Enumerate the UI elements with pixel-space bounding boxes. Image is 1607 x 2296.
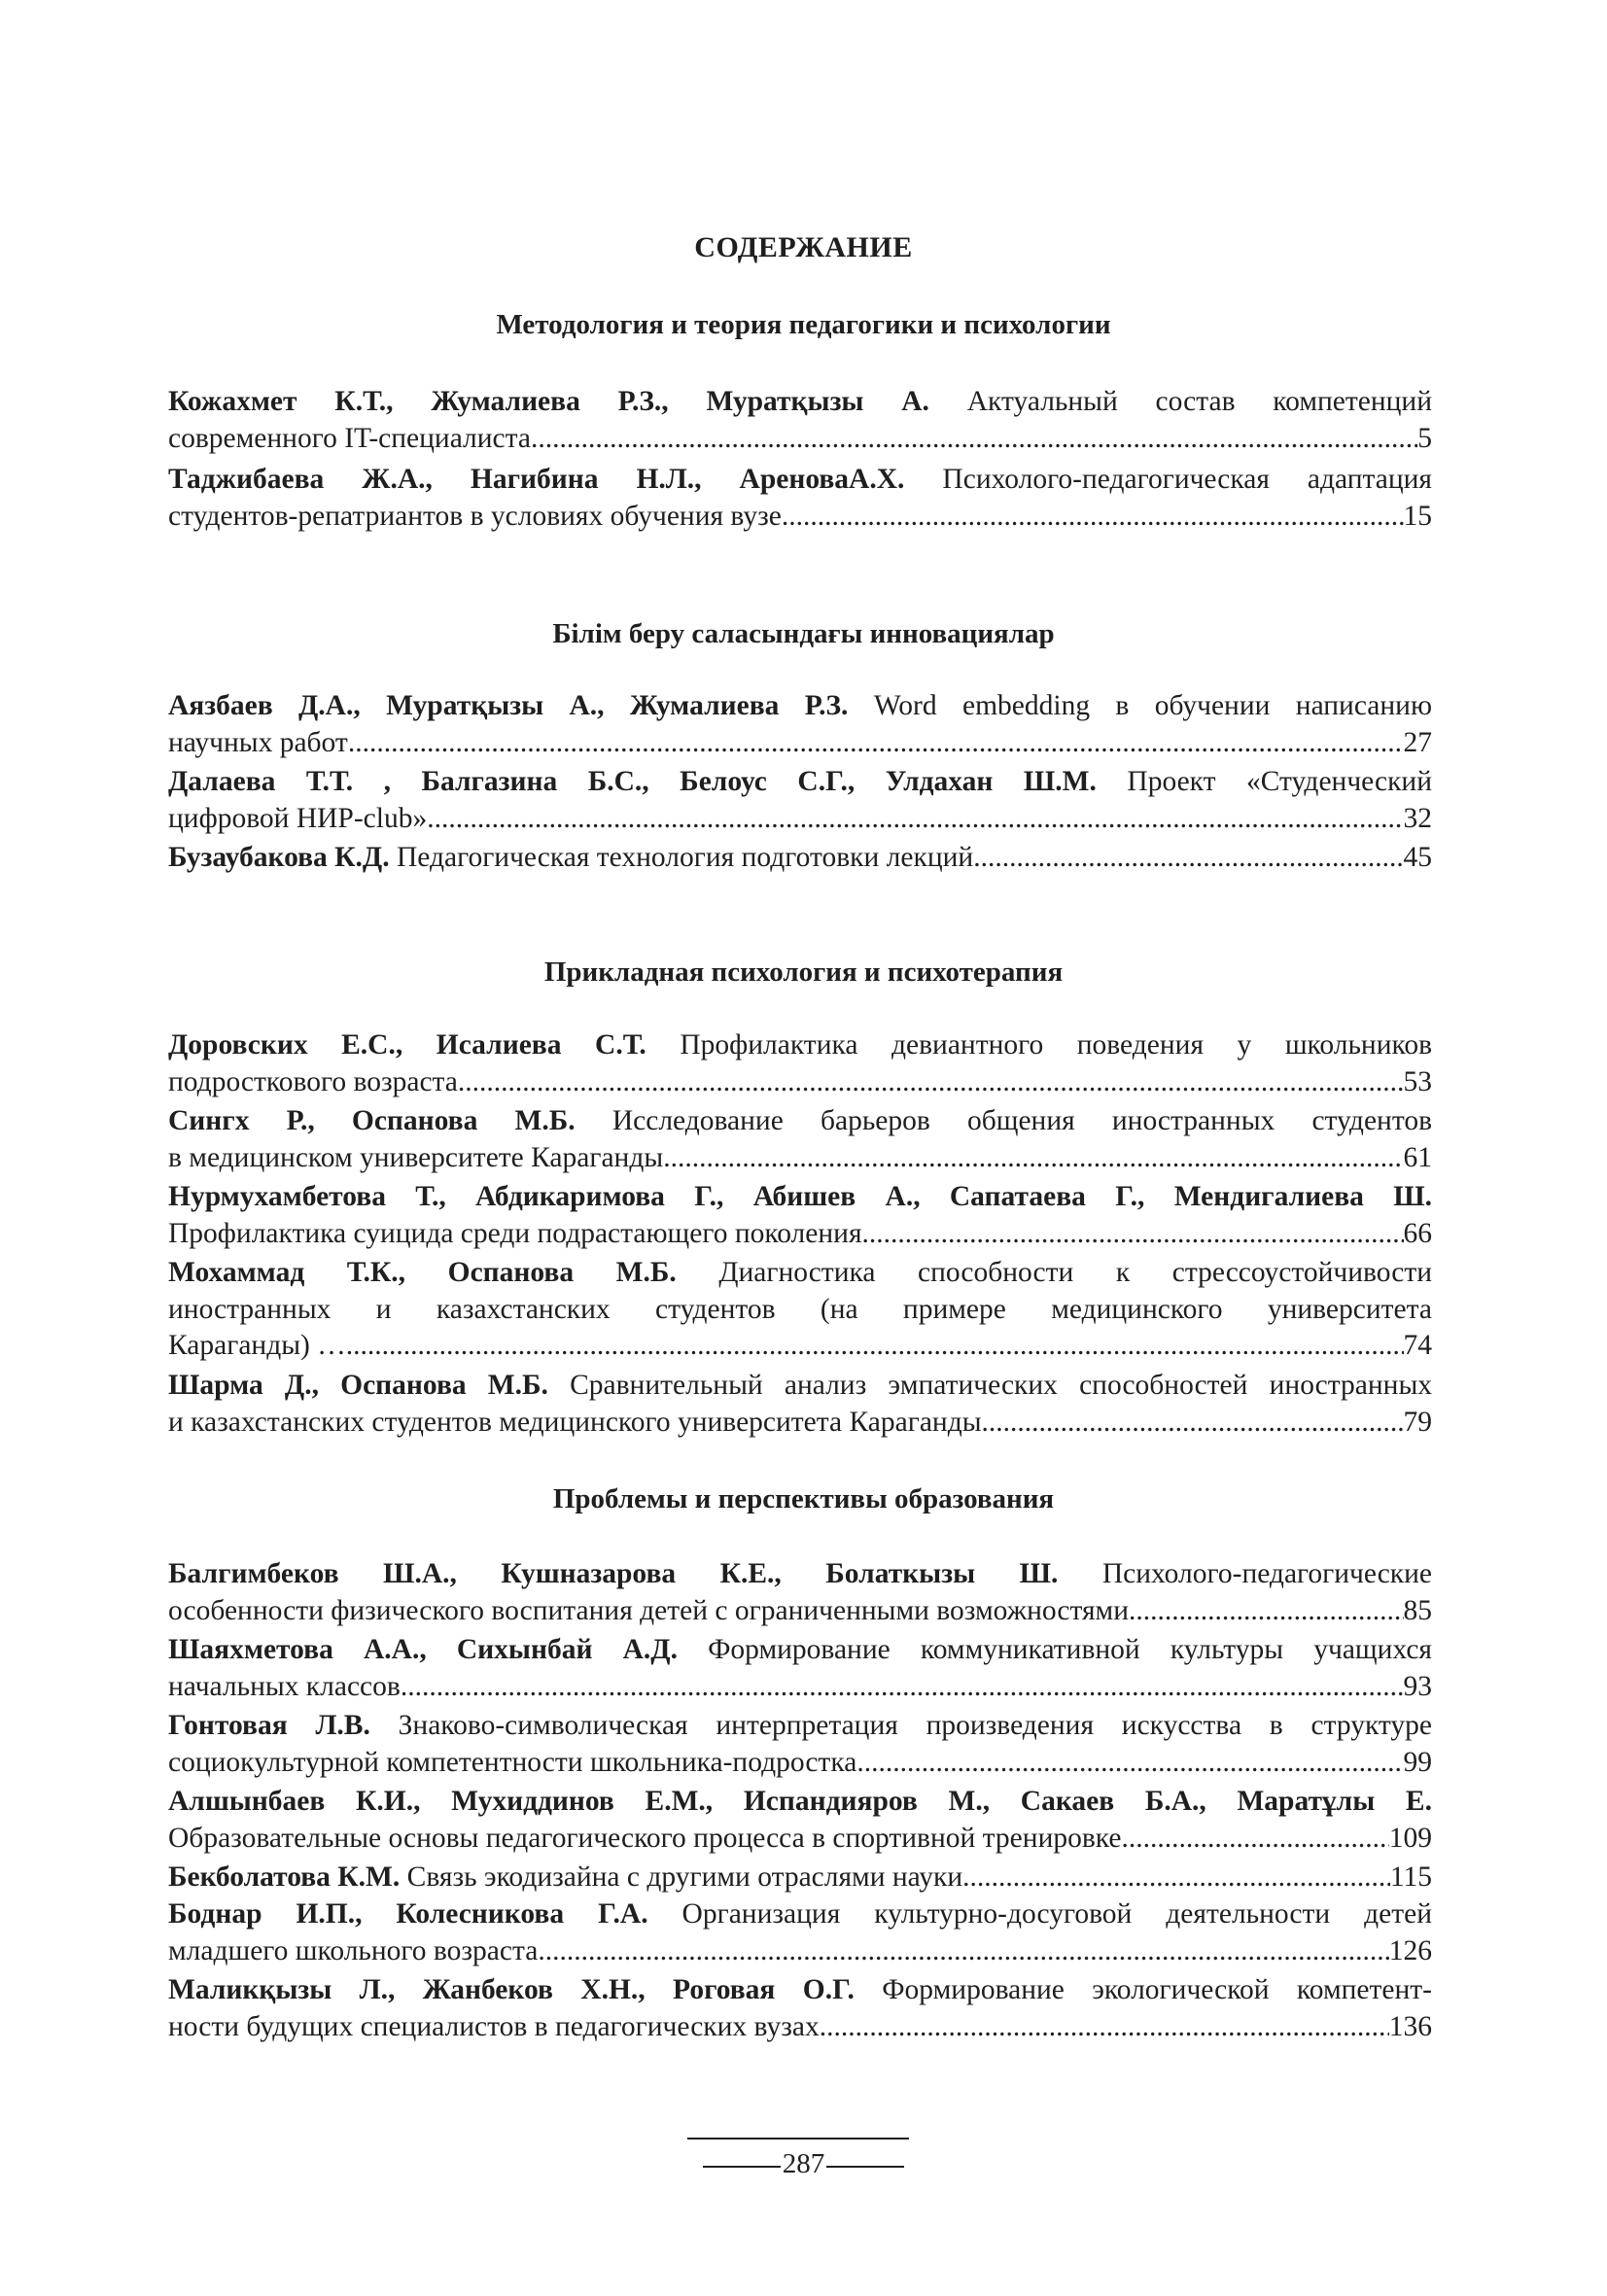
entry-page: 45 [1403, 842, 1432, 873]
entry-page: 136 [1388, 2010, 1432, 2042]
toc-entry[interactable] [168, 1103, 1432, 1176]
leader-dots [401, 1669, 1404, 1706]
toc-entry[interactable] [168, 840, 1432, 877]
entry-title-cont: начальных классов [168, 1670, 401, 1702]
entry-title: Диагностика способности к стрессоустойчивости [718, 1257, 1432, 1288]
toc-entry[interactable] [168, 1027, 1432, 1100]
entry-title-cont: социокультурной компетентности школьника-подростка [168, 1746, 857, 1778]
toc-entry[interactable] [168, 1972, 1432, 2045]
entry-title-cont: в медицинском университете Караганды [168, 1141, 664, 1173]
entry-page: 61 [1403, 1141, 1432, 1173]
toc-entry[interactable] [168, 1708, 1432, 1781]
entry-page: 32 [1403, 802, 1432, 834]
toc-entry[interactable] [168, 688, 1432, 761]
entry-page: 79 [1403, 1406, 1432, 1438]
entry-title: Word embedding в обучении написанию [873, 690, 1432, 721]
entry-title-cont: подросткового возраста [168, 1065, 458, 1097]
entry-title: Актуальный состав компетенций [966, 386, 1432, 417]
toc-title: СОДЕРЖАНИЕ [694, 231, 913, 263]
entry-title: Исследование барьеров общения иностранных студентов [611, 1105, 1432, 1136]
entry-authors: Нурмухамбетова Т., Абдикаримова Г., Абишев А., Сапатаева Г., Мендигалиева Ш. [168, 1181, 1432, 1212]
entry-authors: Кожахмет К.Т., Жумалиева Р.З., Муратқызы А. [168, 386, 929, 417]
leader-dots [538, 1933, 1388, 1970]
entry-page: 27 [1403, 726, 1432, 758]
page-number [0, 2148, 1607, 2180]
entry-title: Педагогическая технология подготовки лекций [396, 842, 974, 873]
entry-page: 66 [1403, 1217, 1432, 1249]
entry-authors: Маликқызы Л., Жанбеков Х.Н., Роговая О.Г. [168, 1974, 855, 2005]
entry-title-cont: иностранных и казахстанских студентов (на примере медицинского университета [168, 1293, 1432, 1325]
entry-authors: Бузаубакова К.Д. [168, 842, 390, 873]
entry-title: Знаково-символическая интерпретация произведения искусства в структуре [398, 1710, 1432, 1741]
entry-authors: Шарма Д., Оспанова М.Б. [168, 1370, 548, 1401]
entry-page: 74 [1403, 1330, 1432, 1361]
entry-authors: Алшынбаев К.И., Мухиддинов Е.М., Испандияров М., Сакаев Б.А., Маратұлы Е. [168, 1786, 1432, 1817]
leader-dots [1129, 1593, 1404, 1630]
entry-title: Психолого-педагогические [1101, 1558, 1432, 1589]
section-heading: Методология и теория педагогики и психологии [496, 309, 1111, 340]
leader-dots [982, 1405, 1404, 1442]
entry-authors: Гонтовая Л.В. [168, 1710, 370, 1741]
entry-authors: Сингх Р., Оспанова М.Б. [168, 1105, 576, 1136]
entry-authors: Таджибаева Ж.А., Нагибина Н.Л., АреноваА.Х. [168, 464, 905, 495]
section-heading: Проблемы и перспективы образования [552, 1483, 1055, 1514]
entry-title-cont: Караганды) … [168, 1330, 346, 1361]
toc-entry[interactable] [168, 1255, 1432, 1365]
leader-dots [663, 1140, 1403, 1177]
entry-authors: Бекболатова К.М. [168, 1861, 401, 1893]
toc-entry[interactable] [168, 462, 1432, 535]
entry-title-cont: младшего школьного возраста [168, 1934, 539, 1966]
toc-entry[interactable] [168, 1860, 1432, 1896]
toc-entry[interactable] [168, 764, 1432, 837]
toc-entry[interactable] [168, 1896, 1432, 1969]
entry-title: Организация культурно-досуговой деятельности детей [681, 1898, 1432, 1930]
entry-title-cont: цифровой НИР-club» [168, 802, 428, 834]
leader-dots [820, 2009, 1389, 2046]
entry-title-cont: Профилактика суицида среди подрастающего поколения [168, 1217, 862, 1249]
entry-page: 93 [1403, 1670, 1432, 1702]
leader-dots [531, 421, 1417, 458]
entry-page: 85 [1403, 1594, 1432, 1626]
leader-dots [856, 1745, 1403, 1782]
toc-entry[interactable] [168, 1368, 1432, 1441]
toc-entry[interactable] [168, 384, 1432, 457]
entry-authors: Шаяхметова А.А., Сихынбай А.Д. [168, 1634, 678, 1665]
entry-title: Формирование экологической компетент- [882, 1974, 1432, 2005]
entry-title: Связь экодизайна с другими отраслями науки [406, 1861, 963, 1893]
section-heading: Прикладная психология и психотерапия [543, 957, 1064, 988]
entry-authors: Аязбаев Д.А., Муратқызы А., Жумалиева Р.З. [168, 690, 849, 721]
leader-dots [427, 801, 1403, 838]
toc-entry[interactable] [168, 1632, 1432, 1705]
section-heading: Білім беру саласындағы инновациялар [552, 618, 1055, 649]
entry-title-cont: и казахстанских студентов медицинского университета Караганды [168, 1406, 982, 1438]
entry-title-cont: научных работ [168, 726, 348, 758]
entry-authors: Далаева Т.Т. , Балгазина Б.С., Белоус С.Г., Улдахан Ш.М. [168, 766, 1097, 797]
entry-title: Сравнительный анализ эмпатических способностей иностранных [570, 1370, 1432, 1401]
leader-dots [862, 1216, 1404, 1253]
folio-top-rule [687, 2138, 909, 2139]
leader-dots [346, 1328, 1404, 1365]
entry-authors: Балгимбеков Ш.А., Кушназарова К.Е., Болаткызы Ш. [168, 1558, 1059, 1589]
entry-page: 115 [1389, 1861, 1432, 1893]
leader-dots [1121, 1821, 1388, 1858]
toc-entry[interactable] [168, 1556, 1432, 1629]
entry-title: Проект «Студенческий [1127, 766, 1432, 797]
entry-page: 15 [1403, 500, 1432, 532]
entry-title-cont: особенности физического воспитания детей с ограниченными возможностями [168, 1594, 1129, 1626]
leader-dots [962, 1860, 1390, 1896]
entry-title: Профилактика девиантного поведения у школьников [680, 1029, 1432, 1061]
entry-authors: Доровских Е.С., Исалиева С.Т. [168, 1029, 646, 1061]
entry-title-cont: Образовательные основы педагогического процесса в спортивной тренировке [168, 1822, 1122, 1854]
entry-page: 126 [1388, 1934, 1432, 1966]
entry-page: 53 [1403, 1065, 1432, 1097]
toc-entry[interactable] [168, 1784, 1432, 1857]
entry-title-cont: современного IT-специалиста [168, 422, 531, 454]
entry-title: Психолого-педагогическая адаптация [942, 464, 1432, 495]
leader-dots [348, 725, 1404, 762]
entry-title-cont: студентов-репатриантов в условиях обучения вузе [168, 500, 782, 532]
entry-authors: Боднар И.П., Колесникова Г.А. [168, 1898, 648, 1930]
entry-page: 5 [1417, 422, 1432, 454]
folio-rule-right [826, 2166, 904, 2168]
entry-title: Формирование коммуникативной культуры учащихся [708, 1634, 1432, 1665]
entry-authors: Мохаммад Т.К., Оспанова М.Б. [168, 1257, 677, 1288]
entry-page: 99 [1403, 1746, 1432, 1778]
folio-rule-left [703, 2166, 781, 2168]
leader-dots [782, 499, 1404, 536]
page-number-value: 287 [782, 2148, 825, 2179]
entry-title-cont: ности будущих специалистов в педагогических вузах [168, 2010, 820, 2042]
entry-page: 109 [1388, 1822, 1432, 1854]
toc-entry[interactable] [168, 1179, 1432, 1252]
leader-dots [458, 1064, 1404, 1101]
leader-dots [973, 840, 1403, 877]
